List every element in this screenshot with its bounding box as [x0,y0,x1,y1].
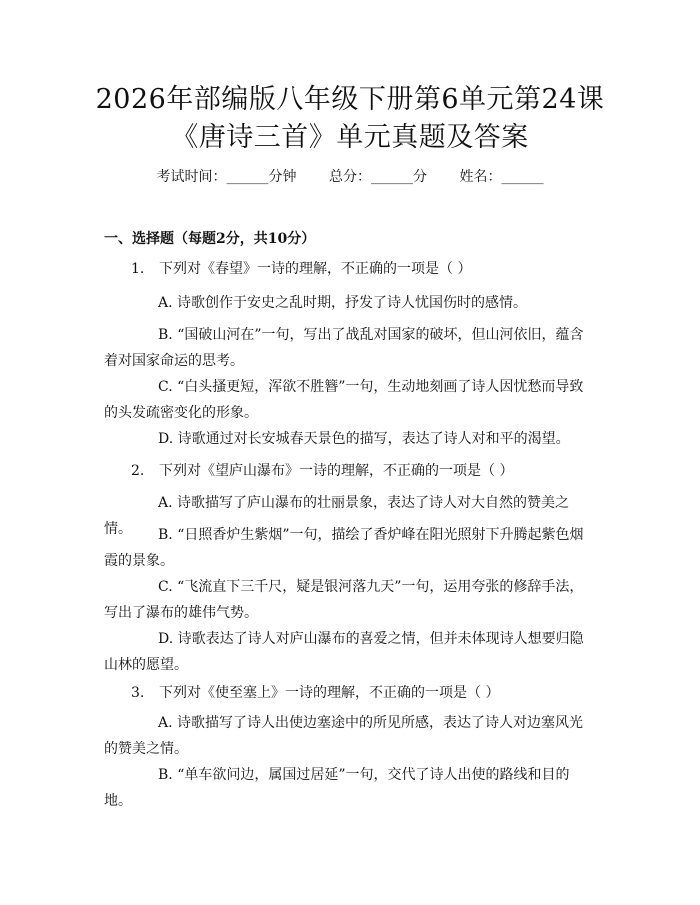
question-1-option-c: C. “白头搔更短，浑欲不胜簪”一句，生动地刻画了诗人因忧愁而导致的头发疏密变化的形象。 [104,379,584,421]
question-1-option-a: A. 诗歌创作于安史之乱时期，抒发了诗人忧国伤时的感情。 [158,295,528,311]
student-name-field: 姓名：______ [459,169,544,185]
question-2-option-b: B. “日照香炉生紫烟”一句，描绘了香炉峰在阳光照射下升腾起紫色烟霞的景象。 [104,527,584,569]
question-2-option-d: D. 诗歌表达了诗人对庐山瀑布的喜爱之情，但并未体现诗人想要归隐山林的愿望。 [104,631,584,673]
question-number: 1. [131,261,145,277]
question-stem: 下列对《春望》一诗的理解，不正确的一项是（ ） [159,261,472,277]
question-1 [131,258,471,280]
section-heading: 一、选择题（每题2分，共10分） [104,231,316,247]
question-2-option-a: A. 诗歌描写了庐山瀑布的壮丽景象，表达了诗人对大自然的赞美之情。 [104,495,570,537]
question-3-option-a: A. 诗歌描写了诗人出使边塞途中的所见所感，表达了诗人对边塞风光的赞美之情。 [104,715,584,757]
total-score-field: 总分：______分 [329,169,427,185]
question-3-option-b: B. “单车欲问边，属国过居延”一句，交代了诗人出使的路线和目的地。 [104,767,570,809]
question-3 [131,682,499,704]
question-number: 2. [131,463,145,479]
question-stem: 下列对《望庐山瀑布》一诗的理解，不正确的一项是（ ） [159,463,514,479]
question-1-option-b: B. “国破山河在”一句，写出了战乱对国家的破坏，但山河依旧，蕴含着对国家命运的思考。 [104,327,584,369]
question-1-option-d: D. 诗歌通过对长安城春天景色的描写，表达了诗人对和平的渴望。 [158,431,570,447]
page-title-line2: 《唐诗三首》单元真题及答案 [171,122,529,153]
exam-meta [0,166,700,188]
page-title-line1: 2026年部编版八年级下册第6单元第24课 [95,84,605,115]
question-number: 3. [131,685,145,701]
question-2 [131,460,513,482]
question-stem: 下列对《使至塞上》一诗的理解，不正确的一项是（ ） [159,685,500,701]
question-2-option-c: C. “飞流直下三千尺，疑是银河落九天”一句，运用夸张的修辞手法，写出了瀑布的雄伟气势。 [104,579,584,621]
exam-time-field: 考试时间：______分钟 [156,169,297,185]
